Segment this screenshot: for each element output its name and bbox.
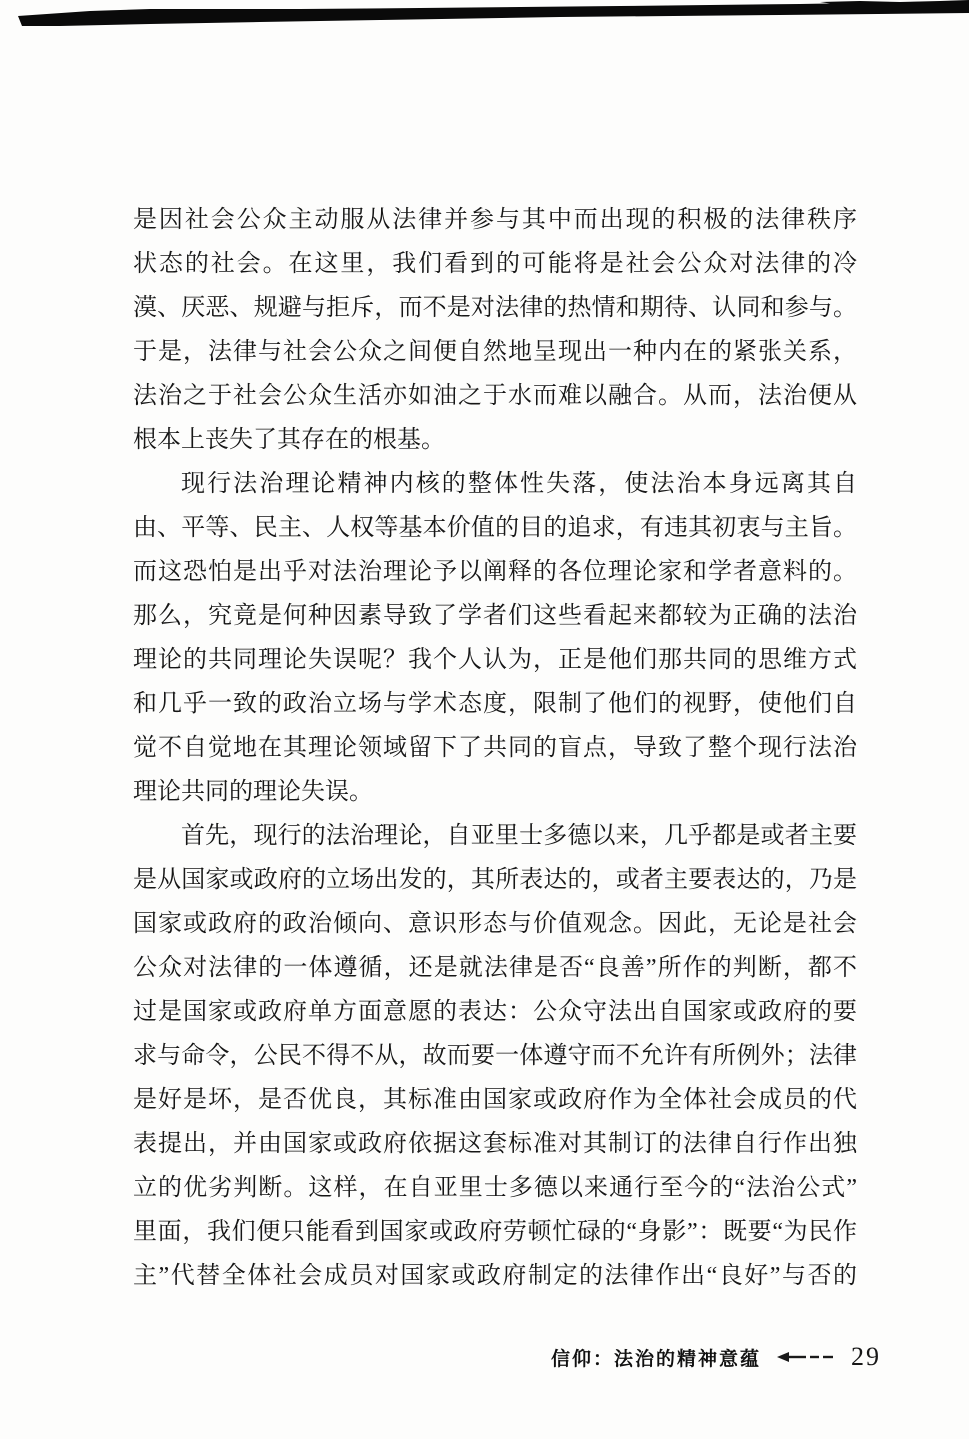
paragraph-2 — [133, 462, 857, 814]
running-title: 信仰：法治的精神意蕴 — [550, 1348, 761, 1370]
text-line: 漠、厌恶、规避与拒斥，而不是对法律的热情和期待、认同和参与。 — [133, 295, 857, 321]
text-line: 是从国家或政府的立场出发的，其所表达的，或者主要表达的，乃是 — [133, 867, 857, 893]
text-line: 现行法治理论精神内核的整体性失落，使法治本身远离其自 — [181, 471, 857, 497]
left-arrow-icon — [777, 1350, 835, 1364]
text-line: 状态的社会。在这里，我们看到的可能将是社会公众对法律的冷 — [133, 251, 857, 277]
text-line: 是好是坏，是否优良，其标准由国家或政府作为全体社会成员的代 — [133, 1087, 857, 1113]
text-line: 公众对法律的一体遵循，还是就法律是否“良善”所作的判断，都不 — [133, 955, 857, 981]
text-line: 由、平等、民主、人权等基本价值的目的追求，有违其初衷与主旨。 — [133, 515, 857, 541]
text-line: 和几乎一致的政治立场与学术态度，限制了他们的视野，使他们自 — [133, 691, 857, 717]
text-line: 国家或政府的政治倾向、意识形态与价值观念。因此，无论是社会 — [133, 911, 857, 937]
text-block — [133, 198, 857, 1298]
text-line: 于是，法律与社会公众之间便自然地呈现出一种内在的紧张关系， — [133, 339, 857, 365]
scan-ink-streak — [0, 0, 969, 40]
text-line: 那么，究竟是何种因素导致了学者们这些看起来都较为正确的法治 — [133, 603, 857, 629]
text-line: 主”代替全体社会成员对国家或政府制定的法律作出“良好”与否的 — [133, 1263, 857, 1289]
page-number: 29 — [851, 1342, 881, 1371]
text-line: 立的优劣判断。这样，在自亚里士多德以来通行至今的“法治公式” — [133, 1175, 857, 1201]
text-line: 而这恐怕是出乎对法治理论予以阐释的各位理论家和学者意料的。 — [133, 559, 857, 585]
text-line: 里面，我们便只能看到国家或政府劳顿忙碌的“身影”：既要“为民作 — [133, 1219, 857, 1245]
paragraph-1 — [133, 198, 857, 462]
text-line: 过是国家或政府单方面意愿的表达：公众守法出自国家或政府的要 — [133, 999, 857, 1025]
text-line: 理论共同的理论失误。 — [133, 779, 373, 805]
text-line: 首先，现行的法治理论，自亚里士多德以来，几乎都是或者主要 — [181, 823, 857, 849]
text-line: 表提出，并由国家或政府依据这套标准对其制订的法律自行作出独 — [133, 1131, 857, 1157]
text-line: 根本上丧失了其存在的根基。 — [133, 427, 445, 453]
page-footer — [551, 1342, 881, 1372]
text-line: 是因社会公众主动服从法律并参与其中而出现的积极的法律秩序 — [133, 207, 857, 233]
text-line: 理论的共同理论失误呢？我个人认为，正是他们那共同的思维方式 — [133, 647, 857, 673]
text-line: 觉不自觉地在其理论领域留下了共同的盲点，导致了整个现行法治 — [133, 735, 857, 761]
paragraph-3 — [133, 814, 857, 1298]
text-line: 求与命令，公民不得不从，故而要一体遵守而不允许有所例外；法律 — [133, 1043, 857, 1069]
text-line: 法治之于社会公众生活亦如油之于水而难以融合。从而，法治便从 — [133, 383, 857, 409]
